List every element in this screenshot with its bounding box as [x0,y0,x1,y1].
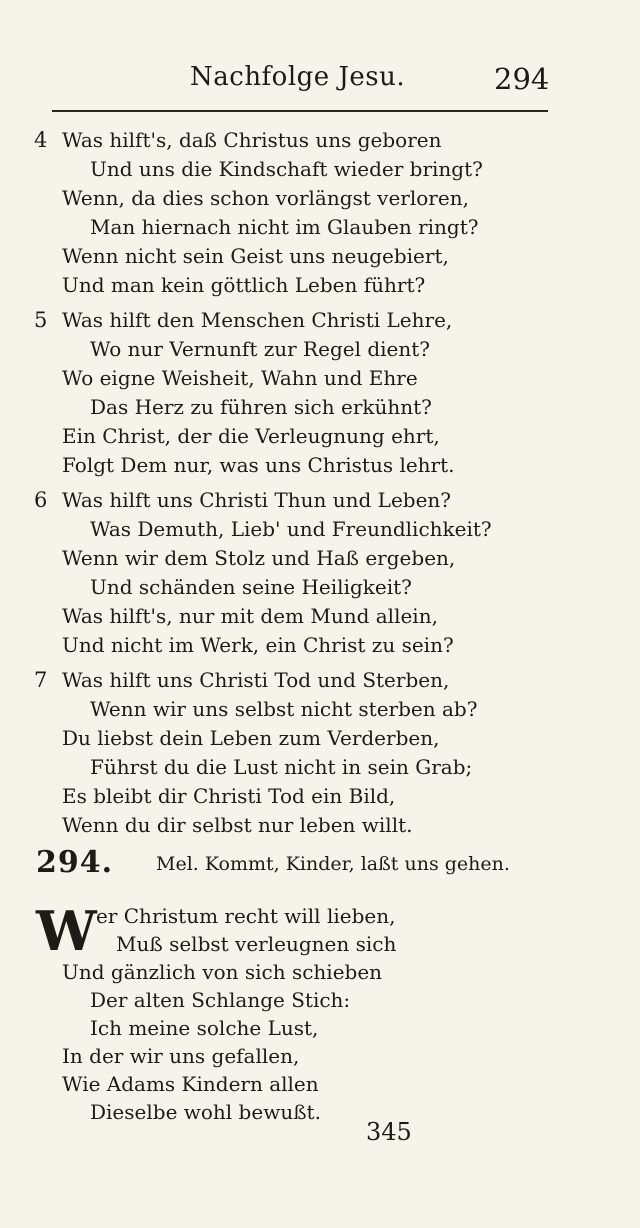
verse-line: Wenn, da dies schon vorlängst verloren, [62,186,469,210]
verse-line: Wenn nicht sein Geist uns neugebiert, [62,244,449,268]
verse-line: Folgt Dem nur, was uns Christus lehrt. [62,453,455,477]
verse-line: Was hilft's, nur mit dem Mund allein, [62,604,438,628]
verse-line: er Christum recht will lieben, [96,904,396,928]
verse-line: Der alten Schlange Stich: [90,988,351,1012]
stanza-number: 6 [34,488,48,512]
stanza-number: 5 [34,308,48,332]
drop-cap: W [36,899,97,963]
verse-line: Ich meine solche Lust, [90,1016,319,1040]
verse-line: Das Herz zu führen sich erkühnt? [90,395,432,419]
verse-line: Und man kein göttlich Leben führt? [62,273,426,297]
verse-line: Wo eigne Weisheit, Wahn und Ehre [62,366,418,390]
running-head [0,62,640,102]
hymn-number-header: 294 [494,62,550,96]
verse-line: Was hilft den Menschen Christi Lehre, [62,308,453,332]
verse-line: Was Demuth, Lieb' und Freundlichkeit? [90,517,492,541]
verse-line: Was hilft uns Christi Tod und Sterben, [62,668,450,692]
verse-line: Und uns die Kindschaft wieder bringt? [90,157,483,181]
hymn-heading [0,845,640,885]
verse-line: Wie Adams Kindern allen [62,1072,319,1096]
verse-line: Und nicht im Werk, ein Christ zu sein? [62,633,454,657]
verse-line: Du liebst dein Leben zum Verderben, [62,726,440,750]
verse-line: Und schänden seine Heiligkeit? [90,575,412,599]
verse-line: Und gänzlich von sich schieben [62,960,383,984]
verse-line: Führst du die Lust nicht in sein Grab; [90,755,473,779]
verse-line: In der wir uns gefallen, [62,1044,300,1068]
verse-line: Was hilft uns Christi Thun und Leben? [62,488,452,512]
verse-line: Wenn wir uns selbst nicht sterben ab? [90,697,478,721]
header-rule [52,110,548,112]
page-number: 345 [366,1118,412,1146]
verse-line: Wenn wir dem Stolz und Haß ergeben, [62,546,456,570]
melody-note: Mel. Kommt, Kinder, laßt uns gehen. [156,853,510,875]
verse-line: Was hilft's, daß Christus uns geboren [62,128,442,152]
stanza-number: 7 [34,668,48,692]
verse-line: Wenn du dir selbst nur leben willt. [62,813,413,837]
hymn-number: 294. [36,845,114,880]
hymn-body [0,899,640,1126]
verse-line: Dieselbe wohl bewußt. [90,1100,321,1124]
verse-line: Muß selbst verleugnen sich [116,932,397,956]
stanza-4 [0,126,640,300]
stanza-5 [0,306,640,480]
running-head-title: Nachfolge Jesu. [190,62,406,92]
stanza-6 [0,486,640,660]
verse-line: Man hiernach nicht im Glauben ringt? [90,215,479,239]
verse-line: Es bleibt dir Christi Tod ein Bild, [62,784,396,808]
stanza-7 [0,666,640,840]
verse-line: Ein Christ, der die Verleugnung ehrt, [62,424,440,448]
stanza-number: 4 [34,128,48,152]
verse-line: Wo nur Vernunft zur Regel dient? [90,337,431,361]
